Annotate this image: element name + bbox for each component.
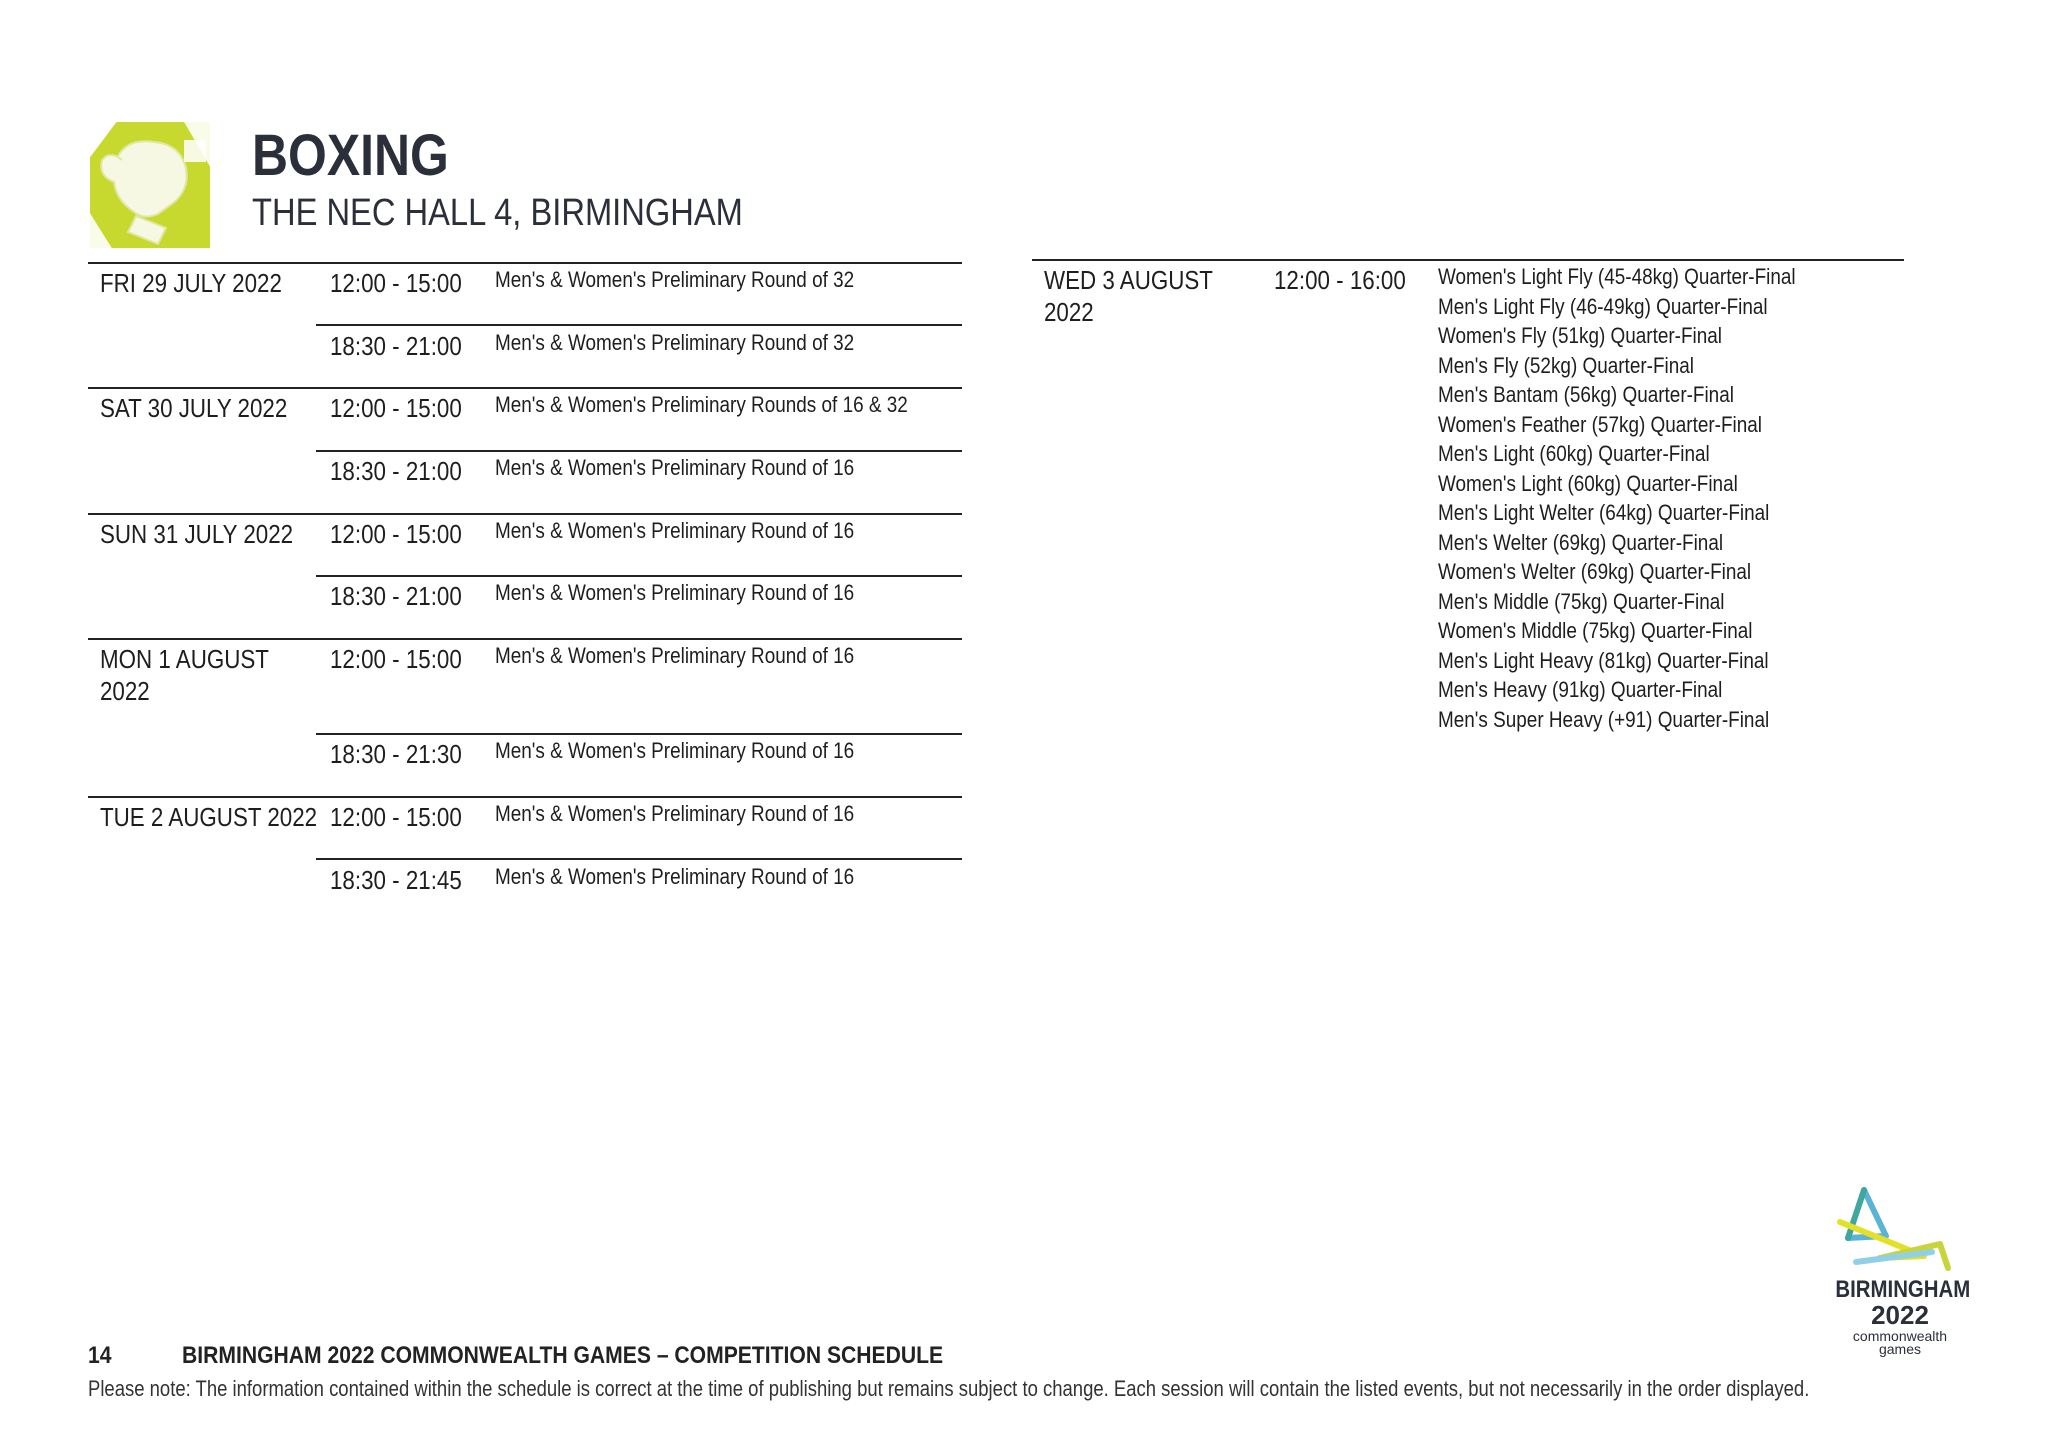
session-events: Men's & Women's Preliminary Round of 16 xyxy=(495,738,855,763)
row-divider xyxy=(316,575,962,577)
footer-note: Please note: The information contained within the schedule is correct at the time of publishing but remains subject to change. Each session will contain the listed events, but not necessarily in the order displayed. xyxy=(88,1376,1810,1401)
day-label: MON 1 AUGUST xyxy=(100,644,269,674)
day-label: FRI 29 JULY 2022 xyxy=(100,268,282,298)
session-events: Men's & Women's Preliminary Round of 32 xyxy=(495,267,855,292)
row-divider xyxy=(88,262,962,264)
row-divider xyxy=(316,733,962,735)
row-divider xyxy=(316,450,962,452)
row-divider xyxy=(88,796,962,798)
session-events: Men's & Women's Preliminary Round of 16 xyxy=(495,455,855,480)
list-item: Men's Light (60kg) Quarter-Final xyxy=(1438,441,1710,466)
list-item: Men's Welter (69kg) Quarter-Final xyxy=(1438,529,1724,555)
list-item: Men's Fly (52kg) Quarter-Final xyxy=(1438,352,1694,378)
session-events: Men's & Women's Preliminary Round of 16 xyxy=(495,864,855,889)
session-events: Men's & Women's Preliminary Round of 16 xyxy=(495,518,855,543)
session-events: Men's & Women's Preliminary Round of 16 xyxy=(495,643,855,668)
session-events: Men's & Women's Preliminary Round of 16 xyxy=(495,580,855,605)
day-label: TUE 2 AUGUST 2022 xyxy=(100,802,318,832)
list-item: Men's Bantam (56kg) Quarter-Final xyxy=(1438,382,1734,407)
session-time: 12:00 - 15:00 xyxy=(330,393,462,423)
list-item: Women's Middle (75kg) Quarter-Final xyxy=(1438,618,1753,643)
list-item: Women's Light (60kg) Quarter-Final xyxy=(1438,470,1738,496)
session-events: Men's & Women's Preliminary Round of 32 xyxy=(495,330,855,355)
footer-title: BIRMINGHAM 2022 COMMONWEALTH GAMES – COMPETITION SCHEDULE xyxy=(182,1342,944,1369)
session-time: 18:30 - 21:45 xyxy=(330,865,462,895)
venue-subtitle: THE NEC HALL 4, BIRMINGHAM xyxy=(252,192,743,234)
day-label: SUN 31 JULY 2022 xyxy=(100,519,294,549)
session-time: 18:30 - 21:00 xyxy=(330,581,462,611)
session-events: Men's & Women's Preliminary Round of 16 xyxy=(495,801,855,826)
day-label: WED 3 AUGUST xyxy=(1044,265,1213,295)
list-item: Men's Light Heavy (81kg) Quarter-Final xyxy=(1438,647,1769,673)
row-divider xyxy=(88,387,962,389)
list-item: Women's Welter (69kg) Quarter-Final xyxy=(1438,559,1752,584)
row-divider xyxy=(316,324,962,326)
boxing-glove-icon xyxy=(88,120,212,250)
birmingham-2022-logo xyxy=(1820,1178,1980,1360)
session-time: 12:00 - 15:00 xyxy=(330,802,462,832)
logo-year: 2022 xyxy=(1871,1300,1929,1330)
session-events: Men's & Women's Preliminary Rounds of 16 & 32 xyxy=(495,392,908,417)
logo-commonwealth-text: commonwealth xyxy=(1852,1328,1948,1344)
session-time: 12:00 - 15:00 xyxy=(330,519,462,549)
list-item: Women's Light Fly (45-48kg) Quarter-Final xyxy=(1438,264,1796,289)
session-time: 12:00 - 16:00 xyxy=(1274,265,1406,295)
session-time: 18:30 - 21:00 xyxy=(330,456,462,486)
session-time: 18:30 - 21:00 xyxy=(330,331,462,361)
day-label-year: 2022 xyxy=(1044,297,1094,327)
list-item: Men's Heavy (91kg) Quarter-Final xyxy=(1438,677,1723,702)
list-item: Men's Light Welter (64kg) Quarter-Final xyxy=(1438,500,1770,525)
list-item: Women's Fly (51kg) Quarter-Final xyxy=(1438,323,1722,348)
logo-city: BIRMINGHAM xyxy=(1835,1276,1971,1303)
logo-games-text: games xyxy=(1878,1341,1922,1357)
list-item: Men's Super Heavy (+91) Quarter-Final xyxy=(1438,706,1770,732)
session-time: 12:00 - 15:00 xyxy=(330,644,462,674)
list-item: Men's Middle (75kg) Quarter-Final xyxy=(1438,588,1725,614)
logo-commonwealth-games xyxy=(1824,1330,1976,1356)
row-divider xyxy=(1032,259,1904,261)
session-time: 12:00 - 15:00 xyxy=(330,268,462,298)
page-number: 14 xyxy=(88,1342,112,1369)
row-divider xyxy=(316,858,962,860)
list-item: Women's Feather (57kg) Quarter-Final xyxy=(1438,411,1762,437)
day-label: SAT 30 JULY 2022 xyxy=(100,393,288,423)
session-time: 18:30 - 21:30 xyxy=(330,739,462,769)
page-title: BOXING xyxy=(252,123,449,188)
list-item: Men's Light Fly (46-49kg) Quarter-Final xyxy=(1438,293,1768,319)
day-label-year: 2022 xyxy=(100,676,150,706)
row-divider xyxy=(88,513,962,515)
row-divider xyxy=(88,638,962,640)
